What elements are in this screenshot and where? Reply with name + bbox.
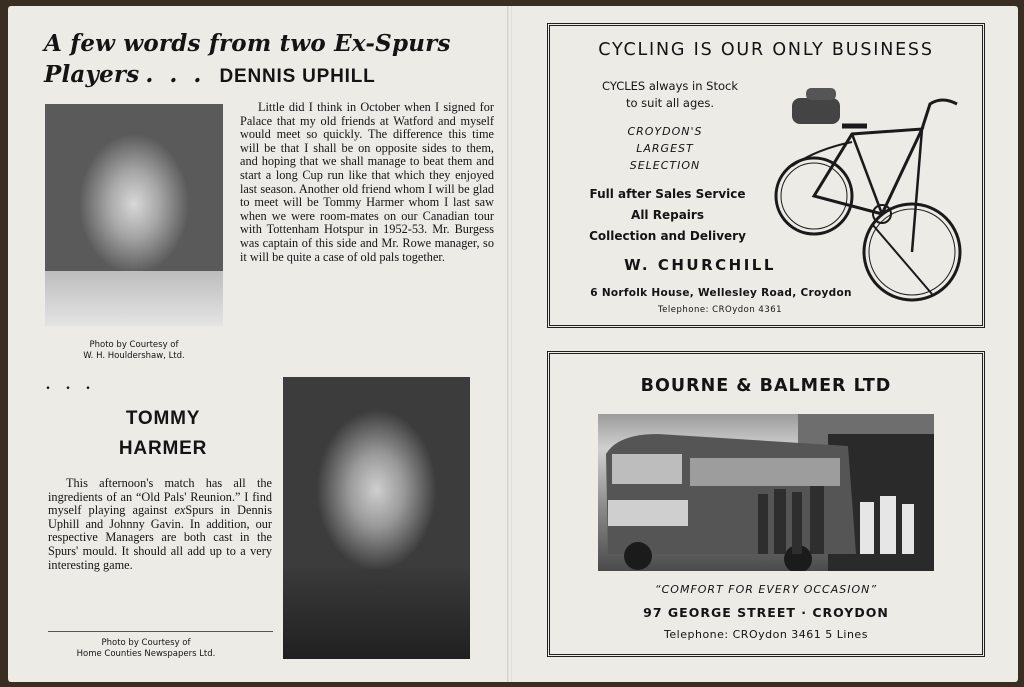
headline: [44, 28, 494, 92]
credit-divider: [48, 631, 273, 632]
cycling-business-name: W. CHURCHILL: [624, 256, 776, 274]
headline-line2: Players: [44, 61, 140, 88]
headline-name: DENNIS UPHILL: [219, 66, 376, 87]
bourne-balmer-advert: [547, 351, 985, 657]
coach-illustration: [598, 414, 934, 571]
harmer-photo-credit: Photo by Courtesy of Home Counties Newspapers Ltd.: [76, 638, 216, 659]
bourne-ad-title: BOURNE & BALMER LTD: [640, 376, 892, 396]
headline-dots: . . .: [145, 61, 206, 88]
bicycle-illustration-icon: [772, 74, 968, 319]
coach-photo-icon: [598, 414, 934, 571]
harmer-dots: . . .: [46, 376, 96, 393]
cycling-stock-text: CYCLES always in Stock to suit all ages.: [602, 79, 738, 110]
uphill-photo-credit: Photo by Courtesy of W. H. Houldershaw, Ltd.: [83, 340, 185, 361]
left-page: [8, 6, 508, 682]
harmer-article-text: This afternoon's match has all the ingredients of an “Old Pals' Reunion.” I find myself playing against exSpurs in Dennis Uphill and Johnny Gavin. In addition, our respective Managers are both cast in the Spurs' mould. It should all add up to a very interesting game.: [48, 476, 272, 572]
cycling-phone: Telephone: CROydon 4361: [657, 305, 783, 315]
cycling-advert: [547, 23, 985, 328]
cycling-address: 6 Norfolk House, Wellesley Road, Croydon: [590, 287, 852, 299]
cycling-ad-title: CYCLING IS OUR ONLY BUSINESS: [598, 40, 934, 60]
tommy-harmer-photo: [283, 377, 470, 659]
cycling-largest-selection: CROYDON'S LARGEST SELECTION: [627, 125, 703, 172]
bourne-address: 97 GEORGE STREET · CROYDON: [643, 605, 889, 620]
right-page: [512, 6, 1018, 682]
cycling-services: Full after Sales Service All Repairs Collection and Delivery: [589, 187, 746, 243]
dennis-uphill-photo: [45, 104, 223, 326]
uphill-article-text: Little did I think in October when I signed for Palace that my old friends at Watford and myself would meet so quickly. The difference this time will be that I shall be on opposite sides to them, and hoping that we shall manage to beat them and start a long Cup run like that which they enjoyed last season. Another old friend whom I will be glad to meet will be Tommy Harmer whom I last saw when we were room-mates on our Canadian tour with Tottenham Hotspur in 1952-53. Mr. Burgess was captain of this side and Mr. Rowe manager, so it will be quite a case of old pals together.: [240, 100, 494, 264]
bourne-phone: Telephone: CROydon 3461 5 Lines: [664, 628, 868, 641]
harmer-name-heading: TOMMY HARMER: [118, 408, 208, 459]
headline-line1: A few words from two Ex-Spurs: [44, 30, 451, 57]
bourne-slogan: “COMFORT FOR EVERY OCCASION”: [654, 583, 878, 596]
